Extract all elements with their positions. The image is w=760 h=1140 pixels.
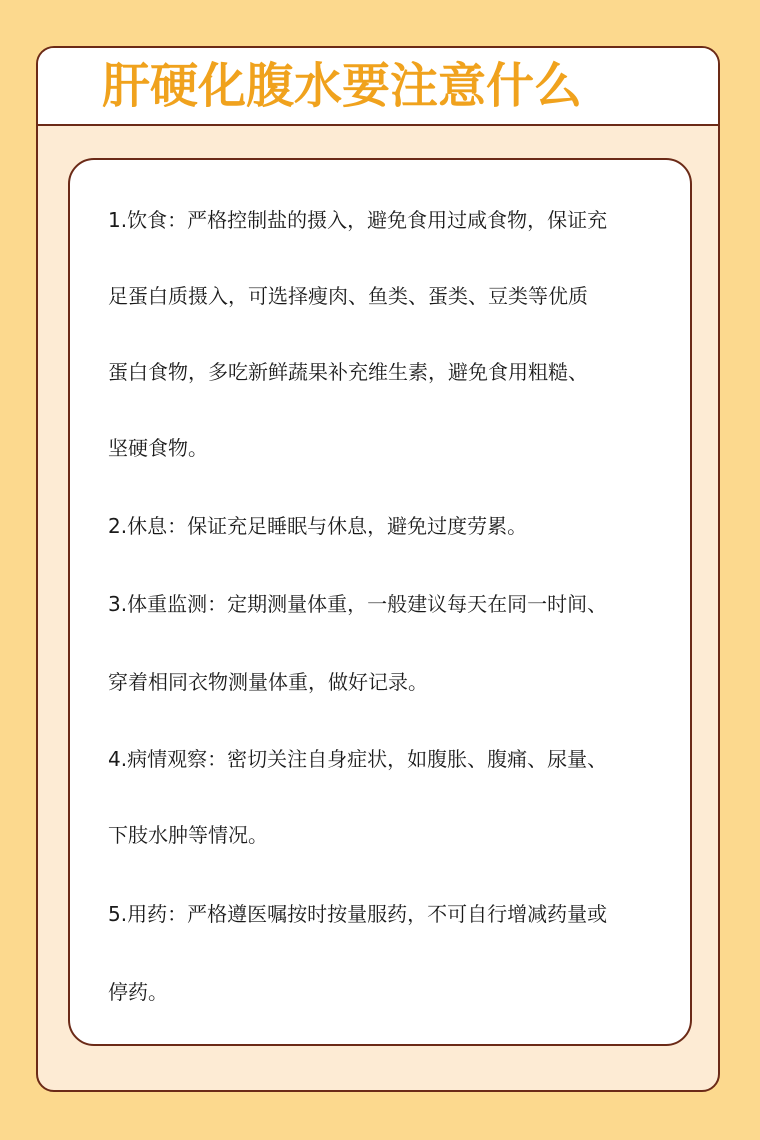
- text-line-diet-4: 坚硬食物。: [108, 436, 208, 460]
- text-line-weight-2: 穿着相同衣物测量体重，做好记录。: [108, 670, 428, 694]
- text-line-rest: 2.休息：保证充足睡眠与休息，避免过度劳累。: [108, 514, 528, 538]
- text-line-medication-1: 5.用药：严格遵医嘱按时按量服药，不可自行增减药量或: [108, 902, 608, 926]
- card-header: [38, 48, 718, 126]
- content-box: [68, 158, 692, 1046]
- text-line-diet-1: 1.饮食：严格控制盐的摄入，避免食用过咸食物，保证充: [108, 208, 608, 232]
- text-line-observe-2: 下肢水肿等情况。: [108, 823, 268, 847]
- text-line-weight-1: 3.体重监测：定期测量体重，一般建议每天在同一时间、: [108, 592, 608, 616]
- text-line-medication-2: 停药。: [108, 980, 168, 1004]
- text-line-diet-2: 足蛋白质摄入，可选择瘦肉、鱼类、蛋类、豆类等优质: [108, 284, 588, 308]
- article-card: [36, 46, 720, 1092]
- text-line-observe-1: 4.病情观察：密切关注自身症状，如腹胀、腹痛、尿量、: [108, 747, 608, 771]
- text-line-diet-3: 蛋白食物，多吃新鲜蔬果补充维生素，避免食用粗糙、: [108, 360, 588, 384]
- page-title: 肝硬化腹水要注意什么: [102, 58, 583, 114]
